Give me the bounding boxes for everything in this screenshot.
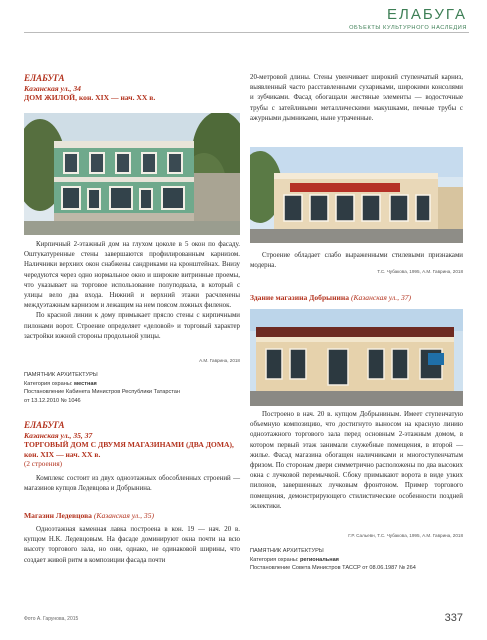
photo-shop-37 [250, 309, 463, 406]
paragraph: Строение обладает слабо выраженными стилевыми признаками модерна. [250, 252, 463, 270]
category-value: региональная [300, 556, 339, 563]
running-header-title: ЕЛАБУГА [386, 6, 467, 23]
status-decree: Постановление Совета Министров ТАССР от 08.06.1987 № 264 [250, 565, 416, 572]
section-1-heading [24, 73, 240, 102]
section-2-text [24, 474, 240, 494]
paragraph: Комплекс состоит из двух одноэтажных обособленных строений — магазинов купцов Ледевцова и Добрынина. [24, 475, 240, 493]
author-credit: А.М. Гаврина, 2018 [199, 358, 240, 363]
section-city: ЕЛАБУГА [24, 73, 65, 83]
header-rule [24, 32, 469, 33]
section-address: Казанская ул., 34 [24, 84, 81, 93]
subsection-heading [24, 511, 240, 520]
section-address: Казанская ул., 35, 37 [24, 431, 93, 440]
status-block-1 [24, 371, 240, 405]
author-credit: Г.Р. Сальевн, Т.С. Чубакова, 1995, А.М. Гаврина, 2018 [348, 533, 463, 538]
status-decree: Постановление Кабинета Министров Республики Татарстан [24, 389, 180, 396]
photo-shop-35 [250, 147, 463, 243]
paragraph: По красной линии к дому примыкает прясло стены с кирпичными пилонами ворот. Строение определяет «деловой» и торговый характер застройки южной стороны продольной улицы. [24, 312, 240, 340]
status-category [24, 380, 240, 389]
section-1-text [24, 240, 240, 342]
running-header-subtitle: ОБЪЕКТЫ КУЛЬТУРНОГО НАСЛЕДИЯ [349, 25, 467, 31]
author-credit: Т.С. Чубакова, 1995, А.М. Гаврина, 2018 [377, 269, 463, 274]
paragraph: 20-метровой длины. Стены увенчивает широкий ступенчатый карниз, выявленный часто расставленными сухариками, широкими консолями и зубчиками. Фасад обогащали жестяные элементы — водосточные трубы с затейливыми металлическими макушками, печные трубы с ажурными дымниками, ныне утраченные. [250, 74, 463, 122]
photo-house-34 [24, 113, 240, 235]
paragraph: Построено в нач. 20 в. купцом Добрыниным. Имеет ступенчатую объемную композицию, что достигнуто выносом на красную линию одноэтажного торгового зала перед основным 2-этажным домом, в котором первый этаж занимали служебные помещения, в второй — жилье. Фасад магазина обогащен наличниками и многоступенчатым фризом. По сторонам двери симметрично расположены по два высоких окна с лучковой перемычкой. Сбоку примыкают ворота в виде узких пилонов, завершенных лучковым фронтоном. Пример торгового помещения, демонстрирующего стилистические особенности поздней эклектики. [250, 411, 463, 510]
building-count: (2 строения) [24, 460, 63, 468]
category-value: местная [74, 380, 97, 387]
subsection-text [24, 525, 240, 566]
photo-credit-footer: Фото А. Гаруновa, 2015 [24, 616, 79, 622]
continued-text [250, 73, 463, 124]
status-label: ПАМЯТНИК АРХИТЕКТУРЫ [24, 372, 98, 378]
category-prefix: Категория охраны: [24, 380, 73, 387]
section-title: ТОРГОВЫЙ ДОМ С ДВУМЯ МАГАЗИНАМИ (ДВА ДОМА), кон. XIX — нач. XX в. [24, 440, 234, 459]
category-prefix: Категория охраны: [250, 556, 299, 563]
section-3-heading [250, 293, 463, 302]
section-3-text [250, 410, 463, 512]
status-label: ПАМЯТНИК АРХИТЕКТУРЫ [250, 548, 324, 554]
subsection-address: (Казанская ул., 35) [93, 511, 155, 520]
section-title: Здание магазина Добрынина [250, 293, 350, 302]
page-number: 337 [444, 612, 463, 624]
section-city: ЕЛАБУГА [24, 420, 65, 430]
subsection-title: Магазин Ледевцова [24, 511, 92, 520]
status-category [250, 556, 463, 565]
paragraph: Одноэтажная каменная лавка построена в кон. 19 — нач. 20 в. купцом Н.К. Ледевцовым. На фасаде доминируют окна почти на всю высоту торгового зала, но они, однако, не одинаковой ширины, что создает живой ритм в композиции фасада почти [24, 526, 240, 564]
section-2-heading [24, 420, 240, 468]
section-address: (Казанская ул., 37) [350, 293, 412, 302]
section-title: ДОМ ЖИЛОЙ, кон. XIX — нач. XX в. [24, 93, 156, 102]
paragraph: Кирпичный 2-этажный дом на глухом цоколе в 5 окон по фасаду. Оштукатуренные стены завершаются профилированным карнизом. Наличники верхних окон снабжены сандриками на кронштейнах. Внизу чередуются через одно нормальное окно и широкие витринные проемы, что указывает на торговое использование полуподвала, в который с улицы вело два входа. Нижний и верхний этажи расчленены междуэтажным карнизом и лежащим на нем поясом ложных филенок. [24, 241, 240, 310]
status-block-2 [250, 547, 463, 573]
status-date: от 13.12.2010 № 1046 [24, 397, 81, 404]
